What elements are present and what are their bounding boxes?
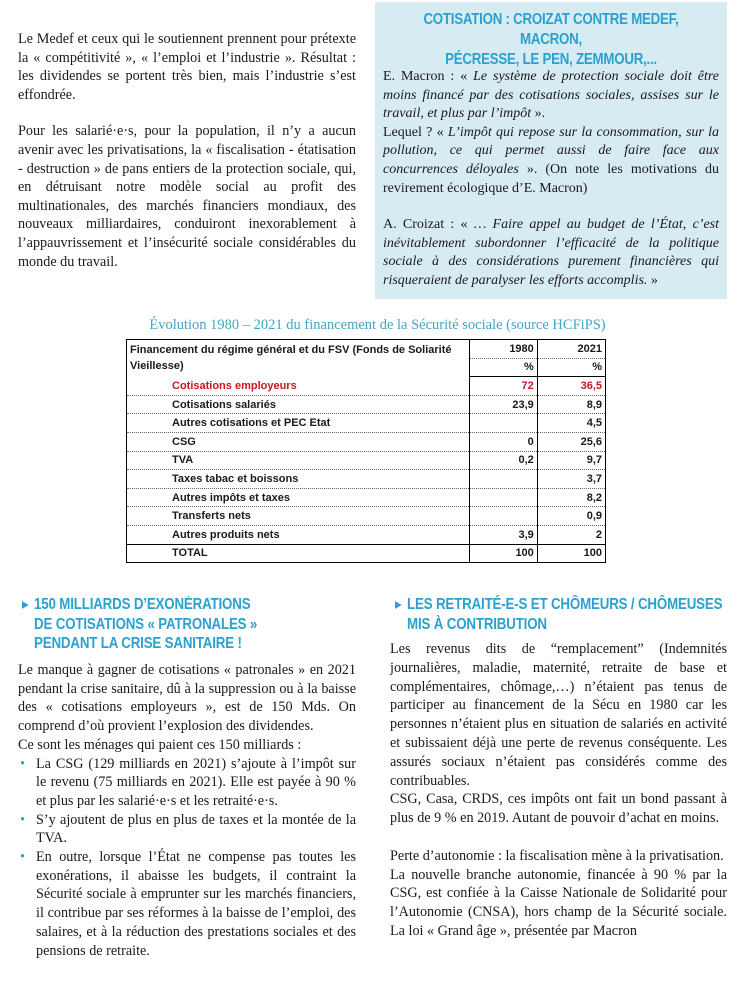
table-caption: Évolution 1980 – 2021 du financement de la Sécurité sociale (source HCFiPS) bbox=[149, 317, 606, 333]
table-cell-label: TVA bbox=[127, 451, 470, 470]
cotisation-box bbox=[375, 2, 727, 299]
section-right-title bbox=[395, 595, 722, 634]
section-left-paragraph-1: Le manque à gagner de cotisations « patronales » en 2021 pendant la crise sanitaire, dû à la suppression ou à la baisse des « cotisations employeurs », est de 150 Mds. On comprend d’où provient l’explosion des dividendes. bbox=[18, 662, 356, 735]
table-cell-label: Autres produits nets bbox=[127, 525, 470, 544]
table-total-1980: 100 bbox=[469, 544, 537, 563]
table-unit-2021: % bbox=[537, 358, 605, 377]
macron-quote-text: Le système de protection sociale doit être moins financé par des cotisations sociales, assises sur le travail, et plus par l’impôt bbox=[383, 69, 719, 122]
table-total-2021: 100 bbox=[537, 544, 605, 563]
table-row bbox=[127, 451, 606, 470]
section-left-paragraph-2: Ce sont les ménages qui paient ces 150 milliards : bbox=[18, 736, 302, 753]
table-cell-1980: 72 bbox=[469, 377, 537, 396]
table-row bbox=[127, 470, 606, 489]
table-total-label: TOTAL bbox=[127, 544, 470, 563]
table-header-row bbox=[127, 340, 606, 359]
croizat-intro: A. Croizat : « bbox=[383, 217, 474, 233]
section-right-title-line-1: LES RETRAITÉ-E-S ET CHÔMEURS / CHÔMEUSES bbox=[407, 596, 723, 613]
lequel-end: ». (On note les motivations du revirement écologique d’E. Macron) bbox=[383, 161, 719, 196]
table-cell-2021: 25,6 bbox=[537, 432, 605, 451]
table-row bbox=[127, 377, 606, 396]
table-cell-label: Cotisations employeurs bbox=[127, 377, 470, 396]
table-cell-2021: 2 bbox=[537, 525, 605, 544]
table-cell-2021: 8,2 bbox=[537, 488, 605, 507]
table-row bbox=[127, 432, 606, 451]
table-cell-label: CSG bbox=[127, 432, 470, 451]
financing-table bbox=[126, 339, 606, 563]
table-row bbox=[127, 525, 606, 544]
table-total-row bbox=[127, 544, 606, 563]
table-cell-label: Transferts nets bbox=[127, 507, 470, 526]
table-cell-1980 bbox=[469, 470, 537, 489]
table-cell-1980: 0 bbox=[469, 432, 537, 451]
section-left-title bbox=[22, 595, 257, 654]
section-left-title-line-3: PENDANT LA CRISE SANITAIRE ! bbox=[34, 635, 242, 652]
table-cell-1980: 23,9 bbox=[469, 395, 537, 414]
croizat-quote bbox=[383, 216, 719, 290]
section-right-paragraph-4: La nouvelle branche autonomie, financée à 90 % par la CSG, est confiée à la Caisse Nationale de Solidarité pour l’Autonomie (CNSA), hors champ de la Sécurité sociale. La loi « Grand âge », présentée par Macron bbox=[390, 866, 727, 939]
croizat-end: » bbox=[647, 272, 658, 288]
section-right-body bbox=[390, 640, 727, 941]
cotisation-title-line-2: PÉCRESSE, LE PEN, ZEMMOUR,... bbox=[445, 51, 657, 68]
croizat-quote-text: … Faire appel au budget de l’État, c’est inévitablement subordonner l’efficacité de la politique sociale à des considérations purement financières qui risqueraient de paralyser les efforts accomplis. bbox=[383, 217, 719, 288]
macron-quote bbox=[383, 68, 719, 124]
cotisation-title-line-1: COTISATION : CROIZAT CONTRE MEDEF, MACRON, bbox=[423, 11, 679, 48]
table-cell-2021: 8,9 bbox=[537, 395, 605, 414]
section-left-bullets bbox=[18, 755, 356, 961]
table-header-1980: 1980 bbox=[469, 340, 537, 359]
list-item: • En outre, lorsque l’État ne compense pas toutes les exonérations, il abaisse les budgets, il contraint la Sécurité sociale à emprunter sur les marchés financiers, il contribue par ses réformes à la baisse de l’emploi, des salaires, et à la réduction des prestations sociales et des pensions de retraite. bbox=[36, 848, 356, 960]
table-cell-2021: 4,5 bbox=[537, 414, 605, 433]
intro-paragraph-1: Le Medef et ceux qui le soutiennent prennent pour prétexte la « compétitivité », « l’emploi et l’industrie ». Résultat : les dividendes se portent très bien, mais l’industrie s’est effondrée. bbox=[18, 31, 356, 103]
table-cell-label: Autres cotisations et PEC Etat bbox=[127, 414, 470, 433]
table-row bbox=[127, 488, 606, 507]
lequel-quote-text: L’impôt qui repose sur la consommation, sur la pollution, ce qui permet aussi de faire face aux concurrences déloyales bbox=[383, 124, 719, 177]
table-row bbox=[127, 507, 606, 526]
table-cell-1980: 0,2 bbox=[469, 451, 537, 470]
table-header-2021: 2021 bbox=[537, 340, 605, 359]
table-cell-1980 bbox=[469, 488, 537, 507]
lequel-quote bbox=[383, 124, 719, 198]
macron-end: ». bbox=[531, 106, 546, 122]
section-right-paragraph-1: Les revenus dits de “remplacement” (Indemnités journalières, maladie, maternité, retraite de base et complémentaires, chômage,…) n’étaient pas tenus de participer au financement de la Sécu en 1980 car les personnes n’étaient plus en situation de salariés en activité et subissaient déjà une perte de revenus conséquente. Les assurés sociaux n’étaient pas considérés comme des contribuables. bbox=[390, 641, 727, 789]
cotisation-box-body bbox=[383, 68, 719, 291]
list-item: • S’y ajoutent de plus en plus de taxes et la montée de la TVA. bbox=[36, 811, 356, 848]
table-cell-1980 bbox=[469, 414, 537, 433]
list-item: • La CSG (129 milliards en 2021) s’ajoute à l’impôt sur le revenu (75 milliards en 2021). Elle est payée à 90 % et plus par les salarié·e·s et les retraité·e·s. bbox=[36, 755, 356, 811]
macron-intro: E. Macron : « bbox=[383, 69, 474, 84]
table-cell-label: Cotisations salariés bbox=[127, 395, 470, 414]
chevron-right-icon: ▸ bbox=[395, 596, 402, 613]
table-row bbox=[127, 395, 606, 414]
table-cell-2021: 36,5 bbox=[537, 377, 605, 396]
cotisation-box-title bbox=[400, 10, 703, 70]
table-cell-1980 bbox=[469, 507, 537, 526]
section-right-paragraph-2: CSG, Casa, CRDS, ces impôts ont fait un bond passant à plus de 9 % en 2019. Autant de pouvoir d’achat en moins. bbox=[390, 791, 727, 827]
table-cell-label: Taxes tabac et boissons bbox=[127, 470, 470, 489]
table-header-label: Financement du régime général et du FSV (Fonds de Soliarité Vieillesse) bbox=[127, 340, 470, 377]
table-cell-1980: 3,9 bbox=[469, 525, 537, 544]
table-cell-label: Autres impôts et taxes bbox=[127, 488, 470, 507]
section-right-title-line-2: MIS À CONTRIBUTION bbox=[407, 615, 547, 633]
table-row bbox=[127, 414, 606, 433]
lequel-intro: Lequel ? « bbox=[383, 124, 448, 140]
intro-text bbox=[18, 30, 356, 271]
intro-paragraph-2: Pour les salarié·e·s, pour la population, il n’y a aucun avenir avec les privatisations, la « fiscalisation - étatisation - destruction » de pans entiers de la protection sociale, qui, en détruisant notre modèle social au profit des multinationales, des marchés financiers mondiaux, des nouveaux milliardaires, conduiront inexorablement à l’appauvrissement et l’insécurité sociale considérables du monde du travail. bbox=[18, 123, 356, 270]
section-left-body bbox=[18, 661, 356, 960]
table-cell-2021: 3,7 bbox=[537, 470, 605, 489]
section-left-title-line-1: 150 MILLIARDS D’EXONÉRATIONS bbox=[34, 596, 251, 613]
table-cell-2021: 0,9 bbox=[537, 507, 605, 526]
chevron-right-icon: ▸ bbox=[22, 596, 29, 613]
table-cell-2021: 9,7 bbox=[537, 451, 605, 470]
section-right-paragraph-3: Perte d’autonomie : la fiscalisation mène à la privatisation. bbox=[390, 847, 724, 864]
section-left-title-line-2: DE COTISATIONS « PATRONALES » bbox=[34, 615, 258, 633]
table-unit-1980: % bbox=[469, 358, 537, 377]
